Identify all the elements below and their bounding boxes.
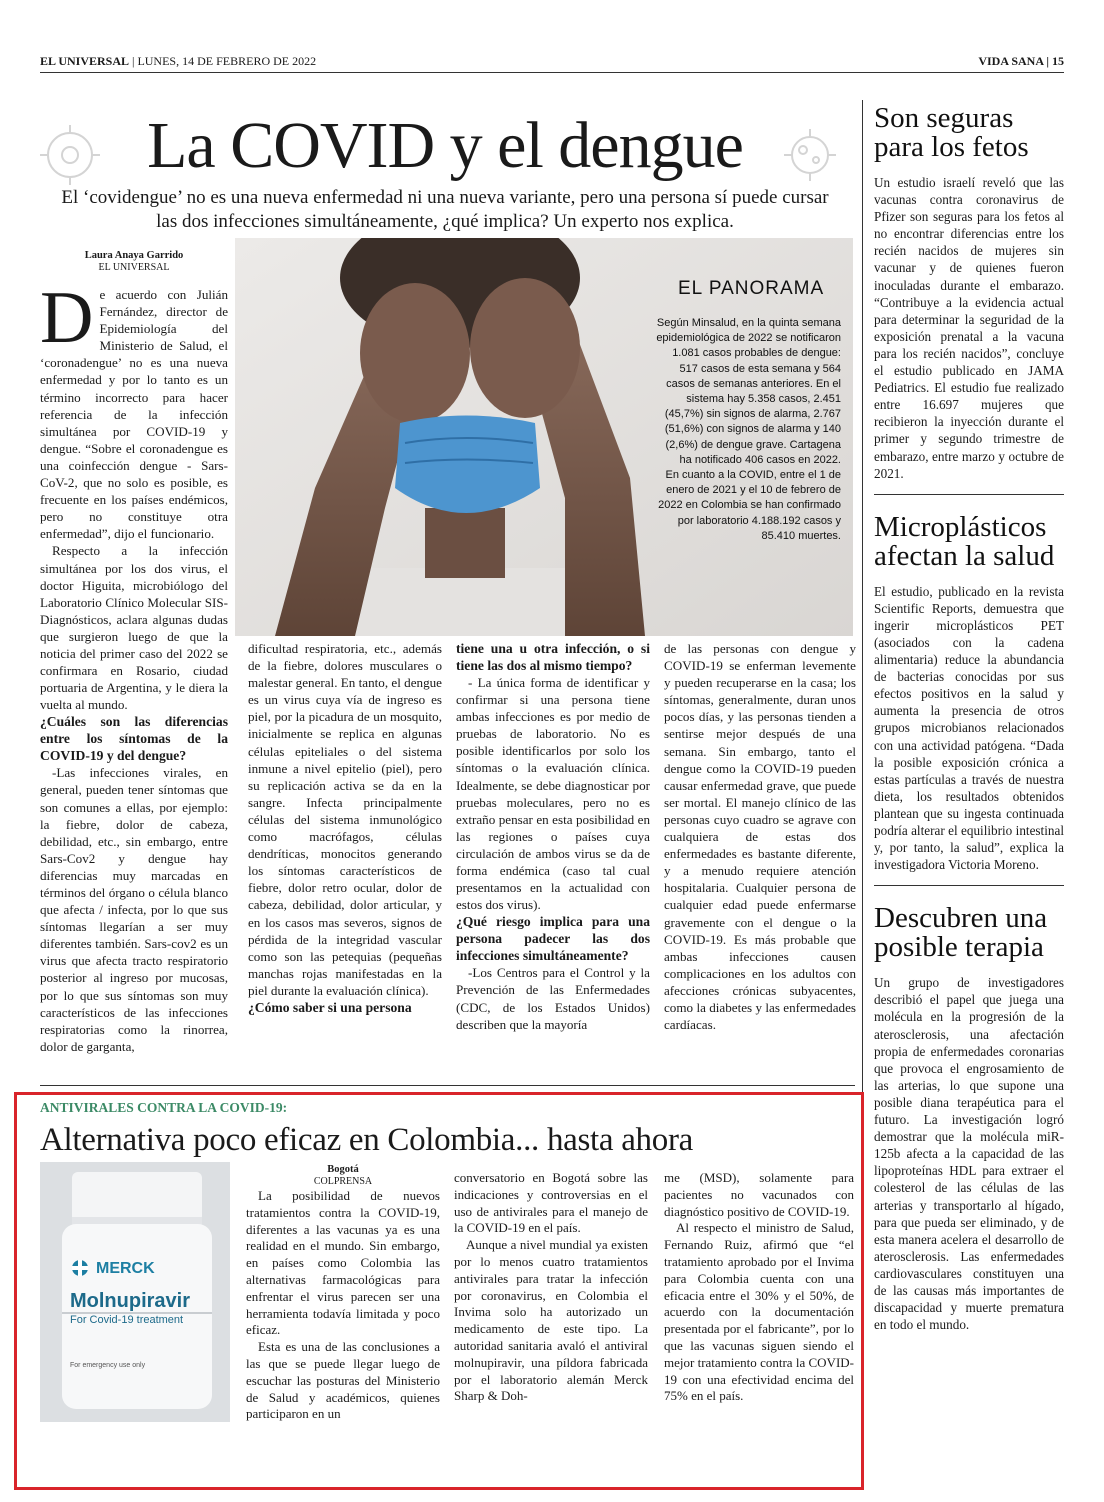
product-brand: MERCK [96, 1260, 155, 1277]
sidebar-paragraph: Un estudio israelí reveló que las vacunas contra coronavirus de Pfizer son seguras para los fetos al no encontrar diferencias entre los recién nacidos de mujeres sin vacunar y de quienes fueron inoculadas durante el embarazo. “Contribuye a la evidencia actual para determinar la seguridad de la exposición prenatal a la vacuna para los recién nacidos”, concluye el estudio publicado en JAMA Pediatrics. El estudio fue realizado entre 16.697 mujeres que recibieron la inyección durante el primer y segundo trimestre de embarazo, entre marzo y octubre de 2021. [874, 175, 1064, 481]
sidebar-divider [874, 885, 1064, 886]
question-heading: ¿Cuáles son las diferencias entre los síntomas de la COVID-19 y del dengue? [40, 714, 228, 764]
author-outlet: EL UNIVERSAL [98, 262, 170, 273]
sidebar-heading: Microplásticos afectan la salud [874, 510, 1055, 572]
sidebar-paragraph: El estudio, publicado en la revista Scientific Reports, demuestra que ingerir microplásticos PET (asociados con la cadena alimentaria) reduce la abundancia de bacterias conocidas por sus efectos positivos en la salud y aumenta la presencia de otros grupos microbianos relacionados con una actividad patógena. “Dada la posible exposición crónica a estas partículas a través de nuestra dieta, los resultados obtenidos plantean que su ingesta continuada podría alterar el equilibrio intestinal y, por tanto, la salud”, explica la investigadora Victoria Moreno. [874, 583, 1064, 873]
panorama-paragraph: En cuanto a la COVID, entre el 1 de enero de 2021 y el 10 de febrero de 2022 en Colombia se han confirmado por laboratorio 4.188.192 casos y 85.410 muertes. [658, 469, 841, 542]
product-subtitle: For Covid-19 treatment [70, 1314, 184, 1326]
panorama-box [651, 316, 841, 544]
question-heading: ¿Cómo saber si una persona [248, 999, 412, 1015]
paragraph: Al respecto el ministro de Salud, Fernando Ruiz, afirmó que “el tratamiento aprobado por el Invima para Colombia cuenta con una eficacia entre el 30% y el 50%, de acuerdo con la documentación presentada por el fabricante”, por lo que las vacunas siguen siendo el mejor tratamiento contra la COVID-19 con una efectividad encima del 75% en el país. [664, 1220, 854, 1404]
paragraph: -Las infecciones virales, en general, pueden tener síntomas que son comunes a ellas, por ejemplo: la fiebre, dolor de cabeza, debilidad, etc., sin embargo, entre Sars-Cov2 y dengue hay diferencias muy marcadas en términos del órgano o célula blanco que afecta / infecta, por lo que sus síntomas llegarían a ser muy diferentes también. Sars-cov2 es un virus que afecta tracto respiratorio posterior al ingreso por mucosas, por lo que sus síntomas son muy característicos de las infecciones respiratorias como la rinorrea, dolor de garganta, [40, 765, 228, 1054]
paragraph: - La única forma de identificar y confirmar si una persona tiene ambas infecciones es por medio de pruebas de laboratorio. No es posible identificarlos por solo los síntomas o la evaluación clínica. Idealmente, se debe diagnosticar por pruebas moleculares, pero no es extraño pensar en esta posibilidad en las regiones o países cuya circulación de ambos virus se da de forma endémica (caso tal cual presentamos en la actualidad con estos dos virus). [456, 675, 650, 913]
product-name: Molnupiravir [70, 1290, 191, 1312]
paragraph: de las personas con dengue y COVID-19 se enferman levemente y pueden recuperarse en la casa; los síntomas, generalmente, duran unos pocos días, y las personas tienden a sentirse mejor después de una semana. Sin embargo, tanto el dengue como la COVID-19 pueden causar enfermedad grave, que puede ser mortal. El manejo clínico de las personas cuyo cuadro se agrave con cualquiera de estas dos enfermedades es bastante diferente, y a menudo requiere atención hospitalaria. Cualquier persona de cualquier edad puede enfermarse gravemente con el dengue o la COVID-19. Es más probable que ambas infecciones causen complicaciones en los adultos con afecciones crónicas subyacentes, como la diabetes y las enfermedades cardíacas. [664, 641, 856, 1033]
paragraph: conversatorio en Bogotá sobre las indicaciones y controversias en el uso de antivirales para el manejo de la COVID-19 en el país. [454, 1170, 648, 1236]
paragraph: dificultad respiratoria, etc., además de la fiebre, dolores musculares o malestar general. En tanto, el dengue es un virus cuya vía de ingreso es piel, por la picadura de un mosquito, inicialmente se replica en algunas células epiteliales o del sistema inmune a nivel epitelio (piel), pero su replicación activa se da en la sangre. Infecta principalmente células del sistema inmunológico como macrófagos, células dendríticas, monocitos generando los síntomas característicos de fiebre, dolor retro ocular, dolor de cabeza, debilidad, dolor articular, y en los casos mas severos, signos de pérdida de la integridad vascular como son las petequias (pequeñas manchas rojas manifestadas en la piel durante la evaluación clínica). [248, 641, 442, 998]
question-heading: tiene una u otra infección, o si tiene las dos al mismo tiempo? [456, 641, 650, 673]
article-column-4 [664, 640, 856, 1033]
paragraph: Aunque a nivel mundial ya existen por lo menos cuatro tratamientos antivirales para tratar la infección por coronavirus, en Colombia el Invima solo ha autorizado un medicamento de este tipo. La autoridad sanitaria avaló el antiviral molnupiravir, una píldora fabricada por el laboratorio alemán Merck Sharp & Doh- [454, 1237, 648, 1404]
page-number: 15 [1052, 54, 1064, 68]
box-kicker: ANTIVIRALES CONTRA LA COVID-19: [40, 1100, 288, 1115]
paragraph: e acuerdo con Julián Fernández, director de Epidemiología del Ministerio de Salud, el ‘coronadengue’ no es una nueva enfermedad y por lo tanto es un término incorrecto para hacer referencia de la infección simultánea por COVID-19 y dengue. “Sobre el coronadengue es una coinfección dengue - Sars-CoV-2, que no solo es posible, es frecuente en los países endémicos, pero no constituye otra enfermedad”, dijo el funcionario. [40, 287, 228, 542]
page-header: EL UNIVERSAL | LUNES, 14 DE FEBRERO DE 2022 VIDA SANA | 15 [40, 54, 1064, 73]
article-deck: El ‘covidengue’ no es una nueva enfermedad ni una nueva variante, pero una persona sí puede cursar las dos infecciones simultáneamente, ¿qué implica? Un experto nos explica. [61, 187, 829, 232]
question-heading: ¿Qué riesgo implica para una persona padecer las dos infecciones simultáneamente? [456, 914, 650, 964]
drop-cap: D [40, 277, 94, 359]
article-column-3 [456, 640, 650, 1033]
article-column-1 [40, 250, 228, 1055]
author-name: Laura Anaya Garrido [84, 250, 184, 261]
sidebar [874, 104, 1064, 1333]
sidebar-heading: Descubren una posible terapia [874, 902, 1048, 964]
box-column-3 [664, 1170, 854, 1405]
section-divider [40, 1085, 855, 1086]
sidebar-divider [874, 494, 1064, 495]
paragraph: Respecto a la infección simultánea por los dos virus, el doctor Higuita, microbiólogo del Laboratorio Clínico Molecular SIS-Diagnósticos, aclara algunas dudas que surgieron luego de que la noticia del primer caso del 2022 se confirmara en Rosario, ciudad portuaria de Argentina, y le diera la vuelta al mundo. [40, 543, 228, 713]
box-column-1 [246, 1164, 440, 1423]
byline [40, 250, 228, 274]
paragraph: La posibilidad de nuevos tratamientos contra la COVID-19, diferentes a las vacunas ya es una realidad en el mundo. Sin embargo, en países como Colombia las alternativas farmacológicas para enfrentar el virus parecen ser una herramienta todavía limitada y poco eficaz. [246, 1188, 440, 1338]
panorama-paragraph: Según Minsalud, en la quinta semana epidemiológica de 2022 se notificaron 1.081 casos probables de dengue: 517 casos de esta semana y 564 casos de semanas anteriores. En el sistema hay 5.358 casos, 2.451 (45,7%) sin signos de alarma, 2.767 (51,6%) con signos de alarma y 140 (2,6%) de dengue grave. Cartagena ha notificado 406 casos en 2022. [656, 317, 841, 466]
paragraph: -Los Centros para el Control y la Prevención de las Enfermedades (CDC, de los Estados Unidos) describen que la mayoría [456, 965, 650, 1032]
article-headline: La COVID y el dengue [147, 109, 743, 182]
product-note: For emergency use only [70, 1362, 146, 1369]
sidebar-paragraph: Un grupo de investigadores describió el papel que juega una molécula en la progresión de la aterosclerosis, una afectación propia de enfermedades coronarias que provoca el engrosamiento de las arterias, lo que supone una posible diana terapéutica para el futuro. La investigación logró demostrar que la molécula miR-125b afecta a la capacidad de las lipoproteínas HDL para extraer el colesterol de las células de las arterias y transportarlo al hígado, para que pueda ser eliminado, y de esta manera acelera el desarrollo de aterosclerosis. Las enfermedades cardiovasculares constituyen una de las causas más importantes de discapacidad y muerte prematura en todo el mundo. [874, 975, 1064, 1333]
paragraph: me (MSD), solamente para pacientes no vacunados con diagnóstico positivo de COVID-19. [664, 1170, 854, 1219]
panorama-title: EL PANORAMA [678, 278, 825, 299]
section-name: VIDA SANA [978, 54, 1044, 68]
article-column-2 [248, 640, 442, 1016]
merck-logo-icon [72, 1260, 88, 1276]
paragraph: Esta es una de las conclusiones a las que se puede llegar luego de escuchar las posturas del Ministerio de Salud y académicos, quienes participaron en un [246, 1339, 440, 1422]
box-agency: COLPRENSA [313, 1176, 373, 1187]
box-city: Bogotá [327, 1164, 359, 1175]
box-column-2 [454, 1170, 648, 1405]
product-image [40, 1162, 230, 1422]
sidebar-heading: Son seguras para los fetos [874, 102, 1029, 163]
issue-date: LUNES, 14 DE FEBRERO DE 2022 [137, 54, 317, 68]
newspaper-name: EL UNIVERSAL [40, 54, 130, 68]
box-headline: Alternativa poco eficaz en Colombia... hasta ahora [40, 1122, 693, 1158]
box-byline [246, 1164, 440, 1188]
